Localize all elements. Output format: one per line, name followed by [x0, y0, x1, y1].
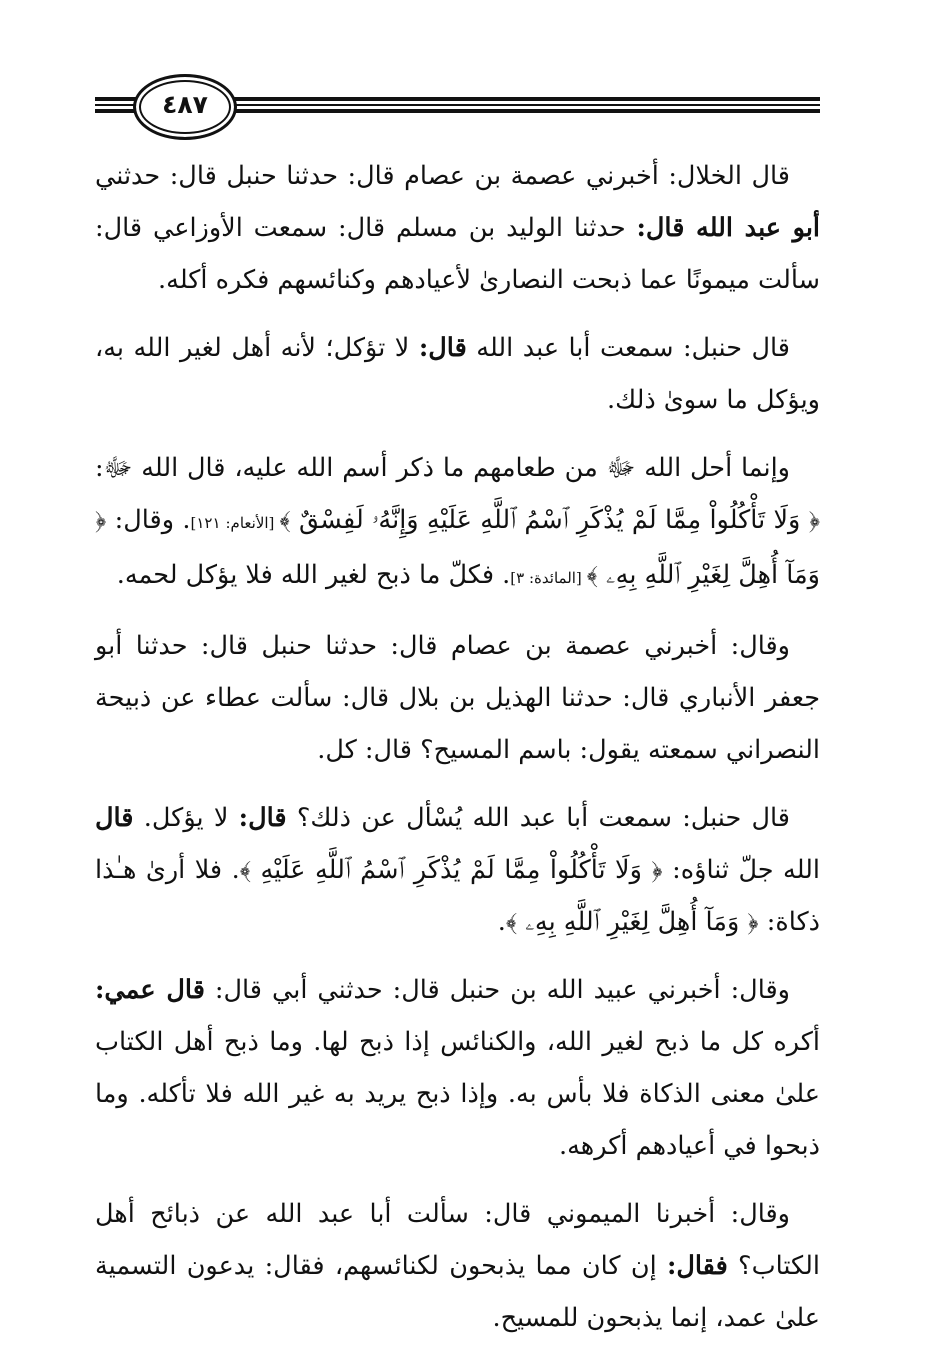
page-number-badge — [133, 74, 237, 140]
text: قال الخلال: أخبرني عصمة بن عصام قال: حدثنا حنبل قال: حدثني — [95, 161, 790, 191]
paragraph — [95, 150, 820, 306]
paragraph — [95, 792, 820, 948]
text: حدثنا الوليد بن مسلم قال: سمعت الأوزاعي قال: سألت ميمونًا عما ذبحت النصارىٰ لأعيادهم وكنائسهم فكره أكله. — [95, 213, 820, 295]
bold-text: فقال: — [666, 1251, 728, 1281]
page-body — [95, 150, 820, 1360]
text: أكره كل ما ذبح لغير الله، والكنائس إذا ذبح لها. وما ذبح أهل الكتاب علىٰ معنى الذكاة فلا بأس به. وإذا ذبح يريد به غير الله فلا تأكله. وما ذبحوا في أعيادهم أكرهه. — [95, 1027, 820, 1161]
text: قال حنبل: سمعت أبا عبد الله يُسْأل عن ذلك؟ — [286, 803, 790, 833]
verse-reference: [المائدة: ٣] — [510, 569, 587, 587]
bold-text: قال: — [238, 803, 287, 833]
paragraph — [95, 1188, 820, 1344]
verse-reference: [الأنعام: ١٢١] — [190, 514, 280, 532]
paragraph — [95, 442, 820, 604]
quran-verse: ﴿ وَلَا تَأْكُلُواْ مِمَّا لَمْ يُذْكَرِ ٱسْمُ ٱللَّهِ عَلَيْهِ وَإِنَّهُۥ لَفِسْقٌ ﴾ — [279, 505, 820, 535]
paragraph — [95, 620, 820, 776]
paragraph — [95, 322, 820, 426]
text: وقال: أخبرنا الميموني قال: سألت أبا عبد الله عن ذبائح أهل الكتاب؟ — [95, 1199, 820, 1281]
text: وقال: أخبرني عبيد الله بن حنبل قال: حدثني أبي قال: — [204, 975, 790, 1005]
text: . فلا أرىٰ هـٰذا ذكاة: — [95, 855, 820, 937]
quran-verse: ﴿ وَلَا تَأْكُلُواْ مِمَّا لَمْ يُذْكَرِ ٱسْمُ ٱللَّهِ عَلَيْهِ ﴾ — [239, 855, 663, 885]
page-header — [95, 70, 820, 140]
text: . — [497, 907, 506, 937]
bold-text: قال: — [418, 333, 467, 363]
text: وقال: أخبرني عصمة بن عصام قال: حدثنا حنبل قال: حدثنا أبو جعفر الأنباري قال: حدثنا الهذيل بن بلال قال: سألت عطاء عن ذبيحة النصراني سمعته يقول: باسم المسيح؟ قال: كل. — [95, 631, 820, 765]
bold-text: قال — [95, 803, 134, 833]
text: الله جلّ ثناؤه: — [662, 855, 821, 885]
text: . وقال: — [106, 505, 191, 535]
text: لا يؤكل. — [133, 803, 239, 833]
text: قال حنبل: سمعت أبا عبد الله — [466, 333, 790, 363]
text: وإنما أحل الله ﷻ من طعامهم ما ذكر أسم الله عليه، قال الله ﷻ: — [95, 453, 790, 483]
text: إن كان مما يذبحون لكنائسهم، فقال: يدعون التسمية علىٰ عمد، إنما يذبحون للمسيح. — [95, 1251, 820, 1333]
quran-verse: ﴿ وَمَآ أُهِلَّ لِغَيْرِ ٱللَّهِ بِهِۦ ﴾ — [95, 505, 820, 590]
bold-text: أبو عبد الله قال: — [636, 213, 820, 243]
paragraph — [95, 964, 820, 1172]
page-number: ٤٨٧ — [162, 90, 208, 119]
text: . فكلّ ما ذبح لغير الله فلا يؤكل لحمه. — [116, 560, 511, 590]
bold-text: قال عمي: — [95, 975, 205, 1005]
text: لا تؤكل؛ لأنه أهل لغير الله به، ويؤكل ما سوىٰ ذلك. — [95, 333, 820, 415]
quran-verse: ﴿ وَمَآ أُهِلَّ لِغَيْرِ ٱللَّهِ بِهِۦ ﴾ — [505, 907, 759, 937]
